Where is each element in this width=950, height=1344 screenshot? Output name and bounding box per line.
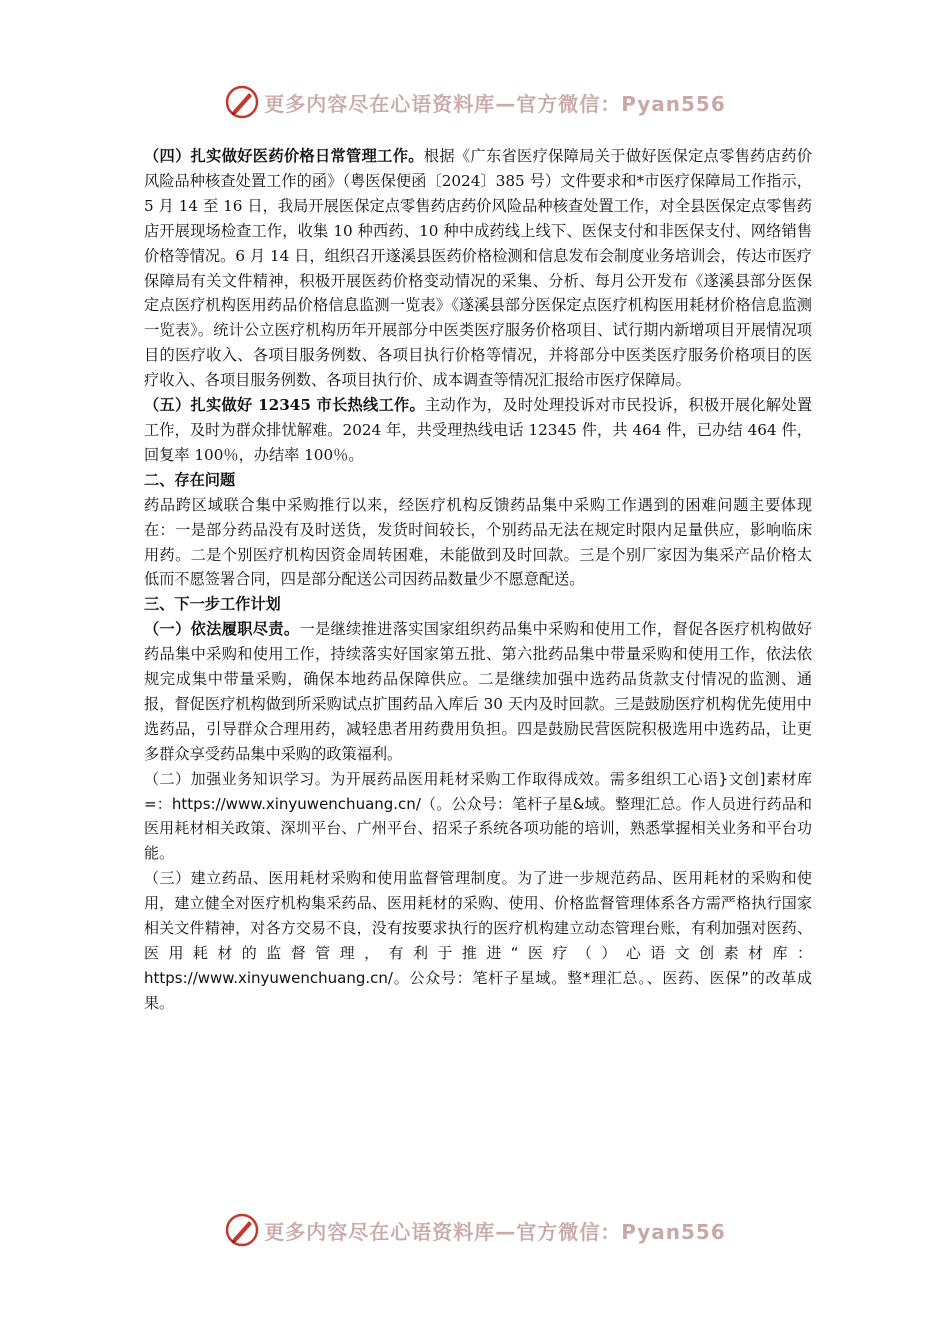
paragraph-lead: （一）依法履职尽责。 (144, 620, 300, 639)
paragraph-problems: 药品跨区域联合集中采购推行以来，经医疗机构反馈药品集中采购工作遇到的困难问题主要体现在：一是部分药品没有及时送货，发货时间较长，个别药品无法在规定时限内足量供应，影响临床用药。二是个别医疗机构因资金周转困难，未能做到及时回款。三是个别厂家因为集采产品价格太低而不愿签署合同，四是部分配送公司因药品数量少不愿意配送。 (144, 495, 812, 589)
banner-text: 更多内容尽在心语资料库—官方微信：Pyan556 (264, 1219, 726, 1244)
paragraph-lead: （五）扎实做好 12345 市长热线工作。 (144, 396, 425, 415)
document-body (144, 144, 812, 1016)
pen-logo-icon (224, 1212, 260, 1248)
paragraph-lead: （四）扎实做好医药价格日常管理工作。 (144, 147, 424, 165)
paragraph-supervision: （三）建立药品、医用耗材采购和使用监督管理制度。为了进一步规范药品、医用耗材的采购和使用，建立健全对医疗机构集采药品、医用耗材的采购、使用、价格监督管理体系各方需严格执行国家相关文件精神，对各方交易不良，没有按要求执行的医疗机构建立动态管理台账，有利加强对医药、医用耗材的监督管理，有利于推进“医疗（）心语文创素材库：https://www.xinyuwenchuang.cn/。公众号：笔杆子星域。整*理汇总。、医药、医保”的改革成果。 (144, 869, 812, 1012)
banner-text: 更多内容尽在心语资料库—官方微信：Pyan556 (264, 91, 726, 116)
paragraph-hotline (144, 393, 812, 468)
footer-banner (0, 1210, 950, 1250)
paragraph-text: 一是继续推进落实国家组织药品集中采购和使用工作，督促各医疗机构做好药品集中采购和使用工作，持续落实好国家第五批、第六批药品集中带量采购和使用工作，依法依规完成集中带量采购，确保本地药品保障供应。二是继续加强中选药品货款支付情况的监测、通报，督促医疗机构做到所采购试点扩围药品入库后 30 天内及时回款。三是鼓励医疗机构优先使用中选药品，引导群众合理用药，减轻患者用药费用负担。四是鼓励民营医院积极选用中选药品，让更多群众享受药品集中采购的政策福利。 (144, 620, 813, 763)
paragraph-text: 根据《广东省医疗保障局关于做好医保定点零售药店药价风险品种核查处置工作的函》（粤医保便函〔2024〕385 号）文件要求和*市医疗保障局工作指示，5 月 14 至 16 日，我局开展医保定点零售药店药价风险品种核查处置工作，对全县医保定点零售药店开展现场检查工作，收集 10 种西药、10 种中成药线上线下、医保支付和非医保支付、网络销售价格等情况。6 月 14 日，组织召开遂溪县医药价格检测和信息发布会制度业务培训会，传达市医疗保障局有关文件精神，积极开展医药价格变动情况的采集、分析、每月公开发布《遂溪县部分医保定点医疗机构医用药品价格信息监测一览表》《遂溪县部分医保定点医疗机构医用耗材价格信息监测一览表》。统计公立医疗机构历年开展部分中医类医疗服务价格项目、试行期内新增项目开展情况项目的医疗收入、各项目服务例数、各项目执行价格等情况，并将部分中医类医疗服务价格项目的医疗收入、各项目服务例数、各项目执行价、成本调查等情况汇报给市医疗保障局。 (144, 147, 813, 390)
paragraph-text: 主动作为，及时处理投诉对市民投诉，积极开展化解处置工作，及时为群众排忧解难。2024 年，共受理热线电话 12345 件，共 464 件，已办结 464 件，回复率 100％，办结率 100％。 (144, 396, 812, 464)
pen-logo-icon (224, 84, 260, 120)
section-heading-next-steps: 三、下一步工作计划 (144, 595, 281, 614)
section-heading-problems: 二、存在问题 (144, 470, 236, 489)
paragraph-training: （二）加强业务知识学习。为开展药品医用耗材采购工作取得成效。需多组织工心语}文创]素材库=：https://www.xinyuwenchuang.cn/（。公众号：笔杆子星&域。整理汇总。作人员进行药品和医用耗材相关政策、深圳平台、广州平台、招采子系统各项功能的培训，熟悉掌握相关业务和平台功能。 (144, 769, 812, 863)
paragraph-duty (144, 617, 812, 766)
header-banner (0, 82, 950, 122)
paragraph-price-management (144, 144, 812, 393)
